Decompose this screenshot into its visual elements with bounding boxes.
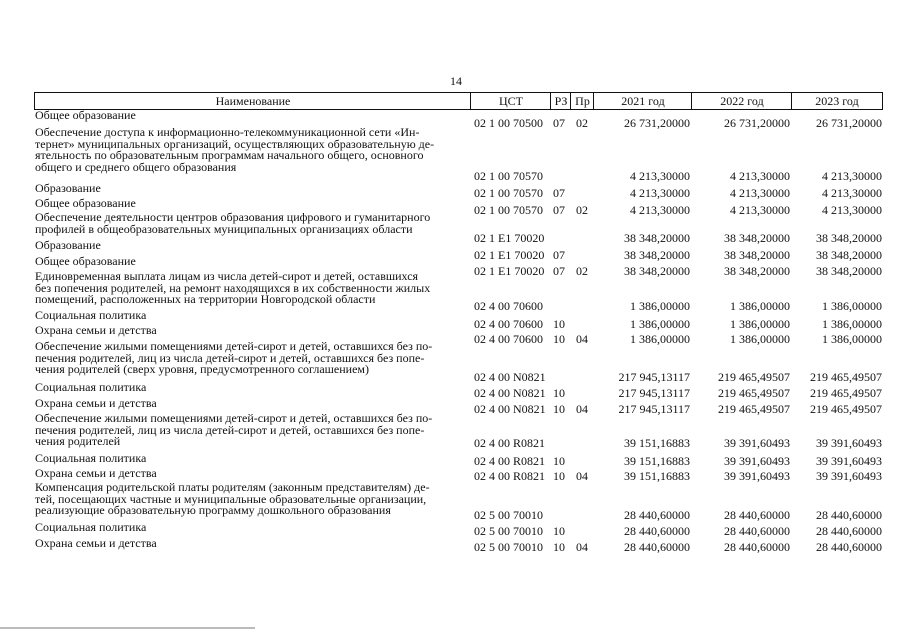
cell-v2021: 217 945,13117 bbox=[618, 402, 690, 416]
cell-v2023: 1 386,00000 bbox=[822, 317, 882, 331]
cell-rz: 07 bbox=[553, 264, 565, 278]
cell-name: Социальная политика bbox=[35, 380, 147, 394]
cell-v2023: 1 386,00000 bbox=[822, 299, 882, 313]
cell-v2021: 28 440,60000 bbox=[624, 540, 690, 554]
cell-v2021: 4 213,30000 bbox=[630, 203, 690, 217]
cell-cst: 02 4 00 R0821 bbox=[474, 454, 546, 468]
header-2021: 2021 год bbox=[593, 92, 692, 110]
cell-v2021: 39 151,16883 bbox=[624, 454, 690, 468]
cell-name: Обеспечение деятельности центров образования цифрового и гуманитарного профилей в общеобразовательных муниципальных организациях области bbox=[35, 210, 431, 236]
cell-rz: 07 bbox=[553, 186, 565, 200]
header-2022: 2022 год bbox=[691, 92, 792, 110]
cell-v2021: 28 440,60000 bbox=[624, 508, 690, 522]
cell-v2022: 219 465,49507 bbox=[718, 386, 790, 400]
cell-v2023: 39 391,60493 bbox=[816, 454, 882, 468]
cell-v2023: 4 213,30000 bbox=[822, 203, 882, 217]
cell-v2021: 217 945,13117 bbox=[618, 386, 690, 400]
cell-cst: 02 4 00 R0821 bbox=[474, 469, 546, 483]
cell-v2022: 4 213,30000 bbox=[730, 169, 790, 183]
cell-name: Обеспечение жилыми помещениями детей-сирот и детей, оставшихся без по- печения родителей, лиц из числа детей-сирот и детей, оставшихся без попе- чения родителей (сверх уровня, предусмотренного соглашением) bbox=[35, 339, 433, 377]
cell-v2023: 1 386,00000 bbox=[822, 332, 882, 346]
cell-v2022: 28 440,60000 bbox=[724, 524, 790, 538]
cell-rz: 10 bbox=[553, 540, 565, 554]
page-bottom-rule bbox=[0, 627, 255, 629]
cell-rz: 07 bbox=[553, 116, 565, 130]
cell-v2021: 38 348,20000 bbox=[624, 231, 690, 245]
cell-v2023: 219 465,49507 bbox=[810, 402, 882, 416]
cell-cst: 02 4 00 N0821 bbox=[474, 402, 546, 416]
cell-v2022: 28 440,60000 bbox=[724, 540, 790, 554]
cell-cst: 02 1 00 70570 bbox=[474, 203, 543, 217]
cell-v2022: 39 391,60493 bbox=[724, 436, 790, 450]
table-header bbox=[34, 92, 882, 110]
header-rz: РЗ bbox=[550, 92, 571, 110]
cell-rz: 10 bbox=[553, 332, 565, 346]
cell-rz: 10 bbox=[553, 469, 565, 483]
cell-v2021: 38 348,20000 bbox=[624, 264, 690, 278]
header-2023: 2023 год bbox=[791, 92, 883, 110]
cell-rz: 07 bbox=[553, 248, 565, 262]
cell-name: Охрана семьи и детства bbox=[35, 536, 157, 550]
cell-cst: 02 4 00 70600 bbox=[474, 317, 543, 331]
cell-name: Образование bbox=[35, 181, 101, 195]
cell-v2023: 39 391,60493 bbox=[816, 436, 882, 450]
cell-v2022: 1 386,00000 bbox=[730, 332, 790, 346]
cell-rz: 10 bbox=[553, 524, 565, 538]
cell-name: Социальная политика bbox=[35, 451, 147, 465]
cell-cst: 02 1 Е1 70020 bbox=[474, 231, 545, 245]
cell-v2022: 38 348,20000 bbox=[724, 264, 790, 278]
cell-v2022: 26 731,20000 bbox=[724, 116, 790, 130]
cell-name: Общее образование bbox=[35, 108, 136, 122]
cell-cst: 02 4 00 70600 bbox=[474, 332, 543, 346]
cell-name: Охрана семьи и детства bbox=[35, 466, 157, 480]
cell-cst: 02 4 00 N0821 bbox=[474, 370, 546, 384]
cell-v2023: 219 465,49507 bbox=[810, 370, 882, 384]
cell-v2022: 1 386,00000 bbox=[730, 299, 790, 313]
cell-name: Общее образование bbox=[35, 254, 136, 268]
cell-v2023: 219 465,49507 bbox=[810, 386, 882, 400]
cell-v2023: 39 391,60493 bbox=[816, 469, 882, 483]
cell-v2023: 28 440,60000 bbox=[816, 524, 882, 538]
cell-name: Охрана семьи и детства bbox=[35, 323, 157, 337]
cell-v2022: 219 465,49507 bbox=[718, 370, 790, 384]
cell-cst: 02 1 Е1 70020 bbox=[474, 248, 545, 262]
cell-v2021: 28 440,60000 bbox=[624, 524, 690, 538]
cell-v2021: 26 731,20000 bbox=[624, 116, 690, 130]
cell-cst: 02 4 00 R0821 bbox=[474, 436, 546, 450]
cell-name: Общее образование bbox=[35, 196, 136, 210]
cell-v2022: 4 213,30000 bbox=[730, 203, 790, 217]
cell-name: Обеспечение жилыми помещениями детей-сирот и детей, оставшихся без по- печения родителей, лиц из числа детей-сирот и детей, оставшихся без попе- чения родителей bbox=[35, 411, 433, 449]
cell-v2022: 38 348,20000 bbox=[724, 248, 790, 262]
cell-v2023: 28 440,60000 bbox=[816, 540, 882, 554]
cell-name: Единовременная выплата лицам из числа детей-сирот и детей, оставшихся без попечения родителей, на ремонт находящихся в их собственности жилых помещений, расположенных на территории Новгородской области bbox=[35, 269, 431, 307]
cell-rz: 07 bbox=[553, 203, 565, 217]
cell-v2022: 39 391,60493 bbox=[724, 469, 790, 483]
cell-v2022: 219 465,49507 bbox=[718, 402, 790, 416]
cell-name: Образование bbox=[35, 238, 101, 252]
cell-v2023: 38 348,20000 bbox=[816, 248, 882, 262]
cell-v2023: 4 213,30000 bbox=[822, 169, 882, 183]
cell-cst: 02 4 00 70600 bbox=[474, 299, 543, 313]
cell-v2022: 39 391,60493 bbox=[724, 454, 790, 468]
cell-pr: 02 bbox=[576, 203, 588, 217]
cell-v2023: 38 348,20000 bbox=[816, 264, 882, 278]
cell-v2021: 1 386,00000 bbox=[630, 317, 690, 331]
cell-v2021: 39 151,16883 bbox=[624, 436, 690, 450]
cell-v2021: 4 213,30000 bbox=[630, 186, 690, 200]
cell-pr: 02 bbox=[576, 264, 588, 278]
cell-v2023: 4 213,30000 bbox=[822, 186, 882, 200]
cell-name: Социальная политика bbox=[35, 308, 147, 322]
cell-v2022: 1 386,00000 bbox=[730, 317, 790, 331]
cell-pr: 04 bbox=[576, 402, 588, 416]
cell-cst: 02 4 00 N0821 bbox=[474, 386, 546, 400]
cell-cst: 02 1 00 70570 bbox=[474, 169, 543, 183]
cell-name: Социальная политика bbox=[35, 520, 147, 534]
cell-rz: 10 bbox=[553, 386, 565, 400]
header-pr: Пр bbox=[570, 92, 594, 110]
cell-v2021: 217 945,13117 bbox=[618, 370, 690, 384]
cell-v2022: 4 213,30000 bbox=[730, 186, 790, 200]
cell-rz: 10 bbox=[553, 317, 565, 331]
cell-v2022: 28 440,60000 bbox=[724, 508, 790, 522]
cell-v2023: 38 348,20000 bbox=[816, 231, 882, 245]
cell-v2021: 1 386,00000 bbox=[630, 332, 690, 346]
cell-v2021: 38 348,20000 bbox=[624, 248, 690, 262]
header-name: Наименование bbox=[34, 92, 471, 110]
cell-cst: 02 1 00 70570 bbox=[474, 186, 543, 200]
cell-name: Компенсация родительской платы родителям (законным представителям) де- тей, посещающих частные и муниципальные образовательные организации, реализующие образовательную программу дошкольного образования bbox=[35, 480, 430, 518]
cell-name: Обеспечение доступа к информационно-телекоммуникационной сети «Ин- тернет» муниципальных организаций, осуществляющих образовательную де- ятельность по образовательным программам начального общего, основного общего и среднего общего образования bbox=[35, 125, 435, 174]
cell-pr: 04 bbox=[576, 540, 588, 554]
cell-pr: 04 bbox=[576, 332, 588, 346]
cell-pr: 02 bbox=[576, 116, 588, 130]
cell-cst: 02 1 00 70500 bbox=[474, 116, 543, 130]
cell-v2023: 28 440,60000 bbox=[816, 508, 882, 522]
cell-cst: 02 5 00 70010 bbox=[474, 524, 543, 538]
cell-rz: 10 bbox=[553, 454, 565, 468]
cell-v2021: 39 151,16883 bbox=[624, 469, 690, 483]
cell-pr: 04 bbox=[576, 469, 588, 483]
cell-cst: 02 1 Е1 70020 bbox=[474, 264, 545, 278]
cell-v2021: 1 386,00000 bbox=[630, 299, 690, 313]
cell-cst: 02 5 00 70010 bbox=[474, 540, 543, 554]
header-cst: ЦСТ bbox=[470, 92, 551, 110]
cell-v2023: 26 731,20000 bbox=[816, 116, 882, 130]
cell-v2021: 4 213,30000 bbox=[630, 169, 690, 183]
cell-v2022: 38 348,20000 bbox=[724, 231, 790, 245]
cell-name: Охрана семьи и детства bbox=[35, 396, 157, 410]
cell-rz: 10 bbox=[553, 402, 565, 416]
page-number: 14 bbox=[450, 74, 462, 88]
cell-cst: 02 5 00 70010 bbox=[474, 508, 543, 522]
